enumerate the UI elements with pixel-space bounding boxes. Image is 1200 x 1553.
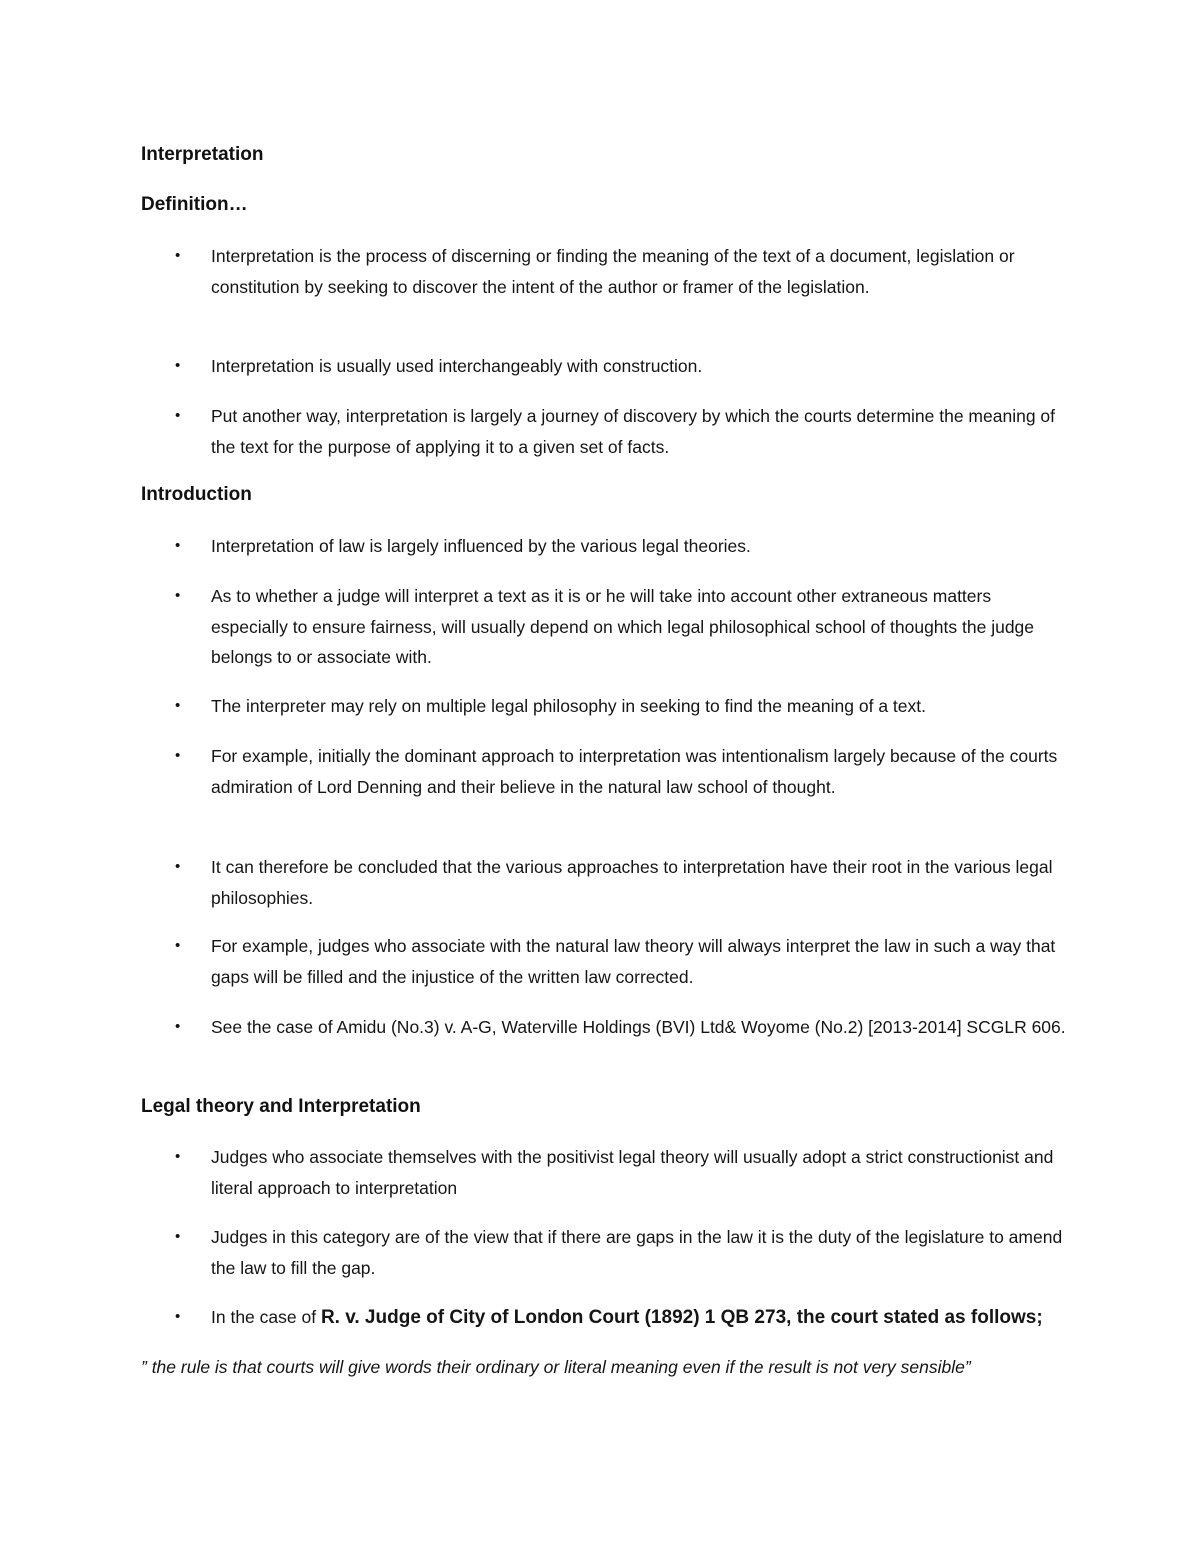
definition-item-3: Put another way, interpretation is largely a journey of discovery by which the courts determine the meaning of the text for the purpose of applying it to a given set of facts. xyxy=(211,406,1056,457)
bullet-glyph: • xyxy=(175,357,181,374)
bullet-glyph: • xyxy=(175,587,181,604)
bullet-glyph: • xyxy=(175,1148,181,1165)
bullet-glyph: • xyxy=(175,407,181,424)
bullet-glyph: • xyxy=(175,697,181,714)
introduction-item-2: As to whether a judge will interpret a text as it is or he will take into account other extraneous matters especially to ensure fairness, will usually depend on which legal philosophical school of thoughts the judge belongs to or associate with. xyxy=(211,586,1035,667)
introduction-item-4: For example, initially the dominant approach to interpretation was intentionalism largely because of the courts admiration of Lord Denning and their believe in the natural law school of thought. xyxy=(211,746,1058,797)
definition-heading: Definition… xyxy=(141,194,248,215)
definition-item-1: Interpretation is the process of discerning or finding the meaning of the text of a document, legislation or constitution by seeking to discover the intent of the author or framer of the legislation. xyxy=(211,246,1015,297)
introduction-heading: Introduction xyxy=(141,484,252,505)
definition-item-2: Interpretation is usually used interchangeably with construction. xyxy=(211,356,703,376)
bullet-glyph: • xyxy=(175,247,181,264)
bullet-glyph: • xyxy=(175,937,181,954)
case-citation-item xyxy=(211,1302,1071,1334)
legal-theory-heading: Legal theory and Interpretation xyxy=(141,1096,421,1117)
case-citation-bold: R. v. Judge of City of London Court (1892) 1 QB 273, the court stated as follows; xyxy=(320,1307,1043,1328)
legal-theory-item-2: Judges in this category are of the view that if there are gaps in the law it is the duty of the legislature to amend the law to fill the gap. xyxy=(211,1227,1063,1278)
bullet-glyph: • xyxy=(175,858,181,875)
case-quote: ” the rule is that courts will give words their ordinary or literal meaning even if the result is not very sensible” xyxy=(141,1357,971,1377)
introduction-item-3: The interpreter may rely on multiple legal philosophy in seeking to find the meaning of a text. xyxy=(211,696,926,716)
bullet-glyph: • xyxy=(175,1228,181,1245)
introduction-item-5: It can therefore be concluded that the various approaches to interpretation have their root in the various legal philosophies. xyxy=(211,857,1053,908)
bullet-glyph: • xyxy=(175,747,181,764)
document-title: Interpretation xyxy=(141,144,264,165)
introduction-item-7: See the case of Amidu (No.3) v. A-G, Waterville Holdings (BVI) Ltd& Woyome (No.2) [2013-2014] SCGLR 606. xyxy=(211,1017,1066,1037)
legal-theory-item-1: Judges who associate themselves with the positivist legal theory will usually adopt a strict constructionist and literal approach to interpretation xyxy=(211,1147,1054,1198)
case-citation-prefix: In the case of xyxy=(211,1307,321,1327)
introduction-item-1: Interpretation of law is largely influenced by the various legal theories. xyxy=(211,536,751,556)
bullet-glyph: • xyxy=(175,1308,181,1325)
introduction-item-6: For example, judges who associate with the natural law theory will always interpret the law in such a way that gaps will be filled and the injustice of the written law corrected. xyxy=(211,936,1056,987)
bullet-glyph: • xyxy=(175,537,181,554)
bullet-glyph: • xyxy=(175,1018,181,1035)
